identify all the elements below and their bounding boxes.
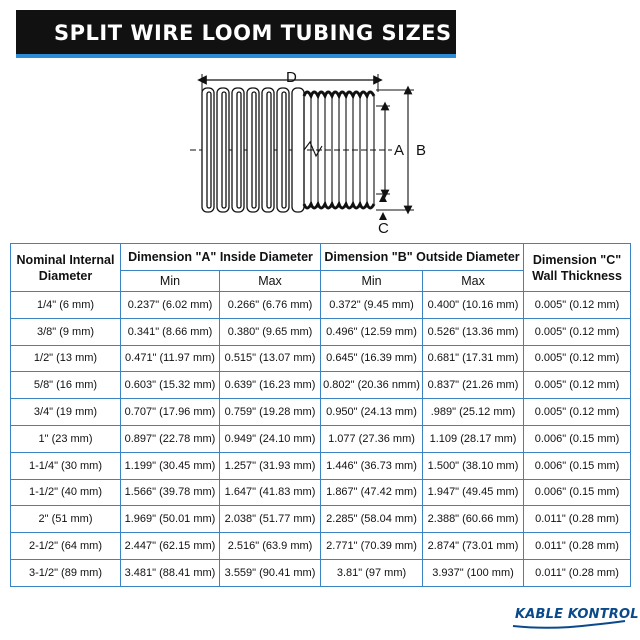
cell-a-max: 0.380" (9.65 mm) bbox=[220, 318, 321, 345]
cell-c-wall: 0.005" (0.12 mm) bbox=[524, 399, 631, 426]
table-row bbox=[11, 318, 631, 345]
cell-b-max: 0.837" (21.26 mm) bbox=[423, 372, 524, 399]
dimension-c-label: C bbox=[378, 220, 389, 237]
dimension-d-label: D bbox=[286, 69, 297, 86]
cell-nominal: 1-1/2" (40 mm) bbox=[11, 479, 121, 506]
cell-nominal: 1/4" (6 mm) bbox=[11, 292, 121, 319]
cell-b-max: 1.947" (49.45 mm) bbox=[423, 479, 524, 506]
cell-a-min: 0.341" (8.66 mm) bbox=[121, 318, 220, 345]
header-nominal-diameter: Nominal Internal Diameter bbox=[11, 244, 121, 292]
cell-nominal: 5/8" (16 mm) bbox=[11, 372, 121, 399]
cell-b-min: 1.446" (36.73 mm) bbox=[321, 452, 423, 479]
cell-a-max: 0.266" (6.76 mm) bbox=[220, 292, 321, 319]
cell-a-min: 1.969" (50.01 mm) bbox=[121, 506, 220, 533]
cell-b-min: 3.81" (97 mm) bbox=[321, 559, 423, 586]
header-a-max: Max bbox=[220, 271, 321, 292]
cell-b-max: 2.874" (73.01 mm) bbox=[423, 533, 524, 560]
cell-b-max: .989" (25.12 mm) bbox=[423, 399, 524, 426]
table-row bbox=[11, 372, 631, 399]
sizes-table bbox=[10, 243, 631, 587]
cell-c-wall: 0.006" (0.15 mm) bbox=[524, 425, 631, 452]
cell-b-max: 1.500" (38.10 mm) bbox=[423, 452, 524, 479]
cell-c-wall: 0.005" (0.12 mm) bbox=[524, 318, 631, 345]
cell-nominal: 2-1/2" (64 mm) bbox=[11, 533, 121, 560]
cell-b-min: 0.372" (9.45 mm) bbox=[321, 292, 423, 319]
cell-c-wall: 0.011" (0.28 mm) bbox=[524, 533, 631, 560]
cell-nominal: 3/8" (9 mm) bbox=[11, 318, 121, 345]
cell-b-max: 0.681" (17.31 mm) bbox=[423, 345, 524, 372]
page-title: SPLIT WIRE LOOM TUBING SIZES bbox=[54, 21, 452, 45]
table-row bbox=[11, 506, 631, 533]
cell-a-max: 1.257" (31.93 mm) bbox=[220, 452, 321, 479]
cell-b-min: 0.496" (12.59 mm) bbox=[321, 318, 423, 345]
table-row bbox=[11, 425, 631, 452]
cell-c-wall: 0.005" (0.12 mm) bbox=[524, 292, 631, 319]
cell-a-max: 0.949" (24.10 mm) bbox=[220, 425, 321, 452]
cell-b-min: 0.802" (20.36 nmm) bbox=[321, 372, 423, 399]
cell-nominal: 3-1/2" (89 mm) bbox=[11, 559, 121, 586]
cell-a-max: 1.647" (41.83 mm) bbox=[220, 479, 321, 506]
table-row bbox=[11, 479, 631, 506]
table-row bbox=[11, 559, 631, 586]
cell-a-max: 0.759" (19.28 mm) bbox=[220, 399, 321, 426]
cell-a-min: 3.481" (88.41 mm) bbox=[121, 559, 220, 586]
cell-nominal: 2" (51 mm) bbox=[11, 506, 121, 533]
cell-a-min: 0.237" (6.02 mm) bbox=[121, 292, 220, 319]
table-row bbox=[11, 345, 631, 372]
cell-b-min: 1.077 (27.36 mm) bbox=[321, 425, 423, 452]
cell-b-min: 0.645" (16.39 mm) bbox=[321, 345, 423, 372]
cell-a-min: 0.707" (17.96 mm) bbox=[121, 399, 220, 426]
cell-a-min: 2.447" (62.15 mm) bbox=[121, 533, 220, 560]
kable-kontrol-logo bbox=[511, 602, 639, 630]
logo-swoosh-icon bbox=[511, 620, 629, 630]
table-row bbox=[11, 533, 631, 560]
cell-nominal: 1" (23 mm) bbox=[11, 425, 121, 452]
tubing-diagram bbox=[180, 66, 460, 238]
header-dimension-c: Dimension "C" Wall Thickness bbox=[524, 244, 631, 292]
cell-a-max: 0.515" (13.07 mm) bbox=[220, 345, 321, 372]
cell-a-min: 1.199" (30.45 mm) bbox=[121, 452, 220, 479]
cell-a-max: 0.639" (16.23 mm) bbox=[220, 372, 321, 399]
cell-a-min: 0.897" (22.78 mm) bbox=[121, 425, 220, 452]
table-row bbox=[11, 452, 631, 479]
dimension-b-label: B bbox=[416, 142, 427, 159]
table-row bbox=[11, 399, 631, 426]
cell-a-min: 0.471" (11.97 mm) bbox=[121, 345, 220, 372]
cell-a-max: 2.516" (63.9 mm) bbox=[220, 533, 321, 560]
dimension-a-label: A bbox=[394, 142, 405, 159]
cell-b-max: 2.388" (60.66 mm) bbox=[423, 506, 524, 533]
cell-nominal: 1-1/4" (30 mm) bbox=[11, 452, 121, 479]
header-a-min: Min bbox=[121, 271, 220, 292]
cell-a-max: 3.559" (90.41 mm) bbox=[220, 559, 321, 586]
title-banner bbox=[16, 10, 456, 58]
cell-a-min: 1.566" (39.78 mm) bbox=[121, 479, 220, 506]
header-b-min: Min bbox=[321, 271, 423, 292]
cell-b-min: 1.867" (47.42 mm) bbox=[321, 479, 423, 506]
cell-c-wall: 0.006" (0.15 mm) bbox=[524, 452, 631, 479]
header-b-max: Max bbox=[423, 271, 524, 292]
cell-a-max: 2.038" (51.77 mm) bbox=[220, 506, 321, 533]
cell-b-max: 0.526" (13.36 mm) bbox=[423, 318, 524, 345]
cell-b-max: 3.937" (100 mm) bbox=[423, 559, 524, 586]
cell-c-wall: 0.005" (0.12 mm) bbox=[524, 372, 631, 399]
cell-b-min: 2.285" (58.04 mm) bbox=[321, 506, 423, 533]
cell-c-wall: 0.011" (0.28 mm) bbox=[524, 559, 631, 586]
cell-a-min: 0.603" (15.32 mm) bbox=[121, 372, 220, 399]
cell-nominal: 3/4" (19 mm) bbox=[11, 399, 121, 426]
cell-b-max: 1.109 (28.17 mm) bbox=[423, 425, 524, 452]
cell-b-max: 0.400" (10.16 mm) bbox=[423, 292, 524, 319]
header-dimension-a: Dimension "A" Inside Diameter bbox=[121, 244, 321, 271]
cell-nominal: 1/2" (13 mm) bbox=[11, 345, 121, 372]
cell-c-wall: 0.011" (0.28 mm) bbox=[524, 506, 631, 533]
header-dimension-b: Dimension "B" Outside Diameter bbox=[321, 244, 524, 271]
cell-b-min: 0.950" (24.13 mm) bbox=[321, 399, 423, 426]
table-body bbox=[11, 292, 631, 587]
cell-c-wall: 0.005" (0.12 mm) bbox=[524, 345, 631, 372]
logo-text: KABLE KONTROL bbox=[515, 607, 639, 622]
cell-c-wall: 0.006" (0.15 mm) bbox=[524, 479, 631, 506]
table-row bbox=[11, 292, 631, 319]
cell-b-min: 2.771" (70.39 mm) bbox=[321, 533, 423, 560]
